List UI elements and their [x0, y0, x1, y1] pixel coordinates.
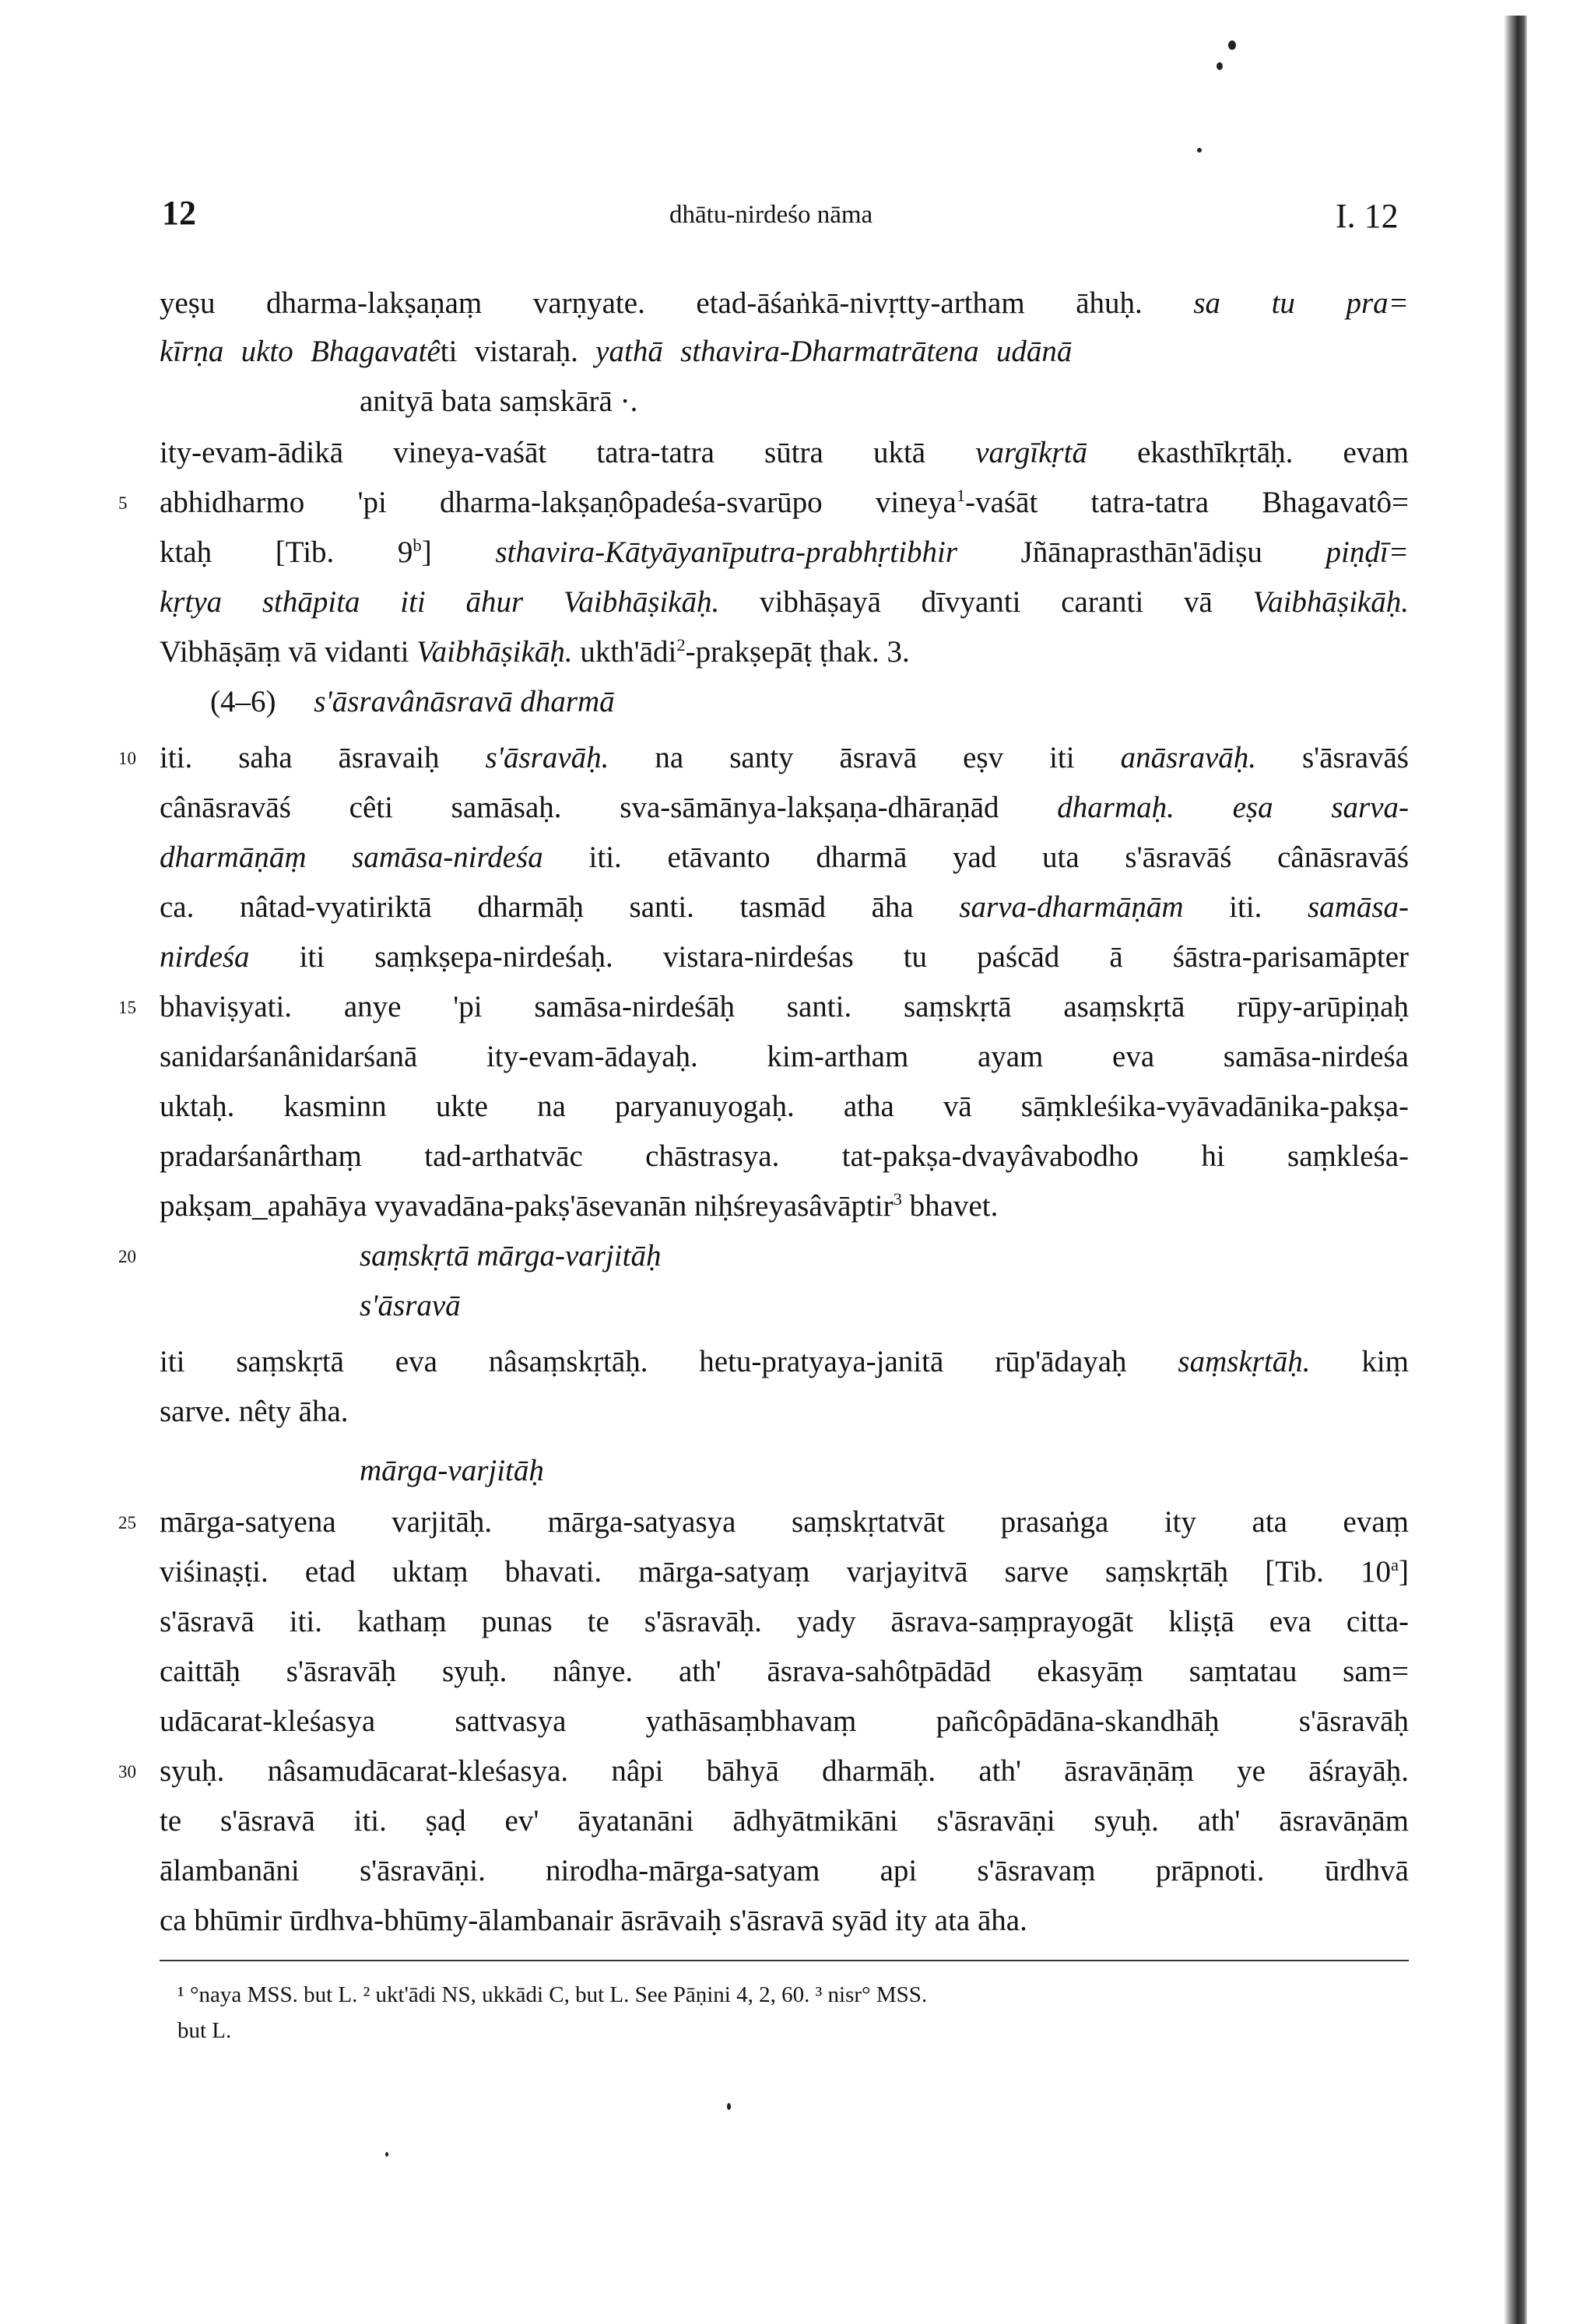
- line-number: 20: [118, 1247, 136, 1266]
- text-line: (4–6) s'āsravânāsravā dharmā: [210, 685, 615, 718]
- text-line: udācarat-kleśasya sattvasya yathāsaṃbhavaṃ pañcôpādāna-skandhāḥ s'āsravāḥ: [160, 1704, 1409, 1738]
- text-line: dharmāṇāṃ samāsa-nirdeśa iti. etāvanto dharmā yad uta s'āsravāś cânāsravāś: [160, 841, 1409, 874]
- line-number: 25: [118, 1513, 136, 1532]
- text-line: uktaḥ. kasminn ukte na paryanuyogaḥ. atha vā sāṃkleśika-vyāvadānika-pakṣa-: [160, 1090, 1409, 1123]
- print-speck: [1217, 62, 1223, 70]
- footnote-line: ¹ °naya MSS. but L. ² ukt'ādi NS, ukkādi C, but L. See Pāṇini 4, 2, 60. ³ nisr° MSS.: [177, 1982, 928, 2007]
- text-line: iti. saha āsravaiḥ s'āsravāḥ. na santy āsravā eṣv iti anāsravāḥ. s'āsravāś: [160, 741, 1409, 774]
- text-line: sanidarśanânidarśanā ity-evam-ādayaḥ. kim-artham ayam eva samāsa-nirdeśa: [160, 1040, 1409, 1073]
- line-number: 30: [118, 1762, 136, 1782]
- text-line: bhaviṣyati. anye 'pi samāsa-nirdeśāḥ santi. saṃskṛtā asaṃskṛtā rūpy-arūpiṇaḥ: [160, 990, 1409, 1023]
- text-line: pakṣam_apahāya vyavadāna-pakṣ'āsevanān niḥśreyasâvāptir$^3$ bhavet.: [160, 1189, 999, 1223]
- text-line: yeṣu dharma-lakṣaṇaṃ varṇyate. etad-āśaṅkā-nivṛtty-artham āhuḥ. sa tu pra=: [160, 286, 1409, 320]
- text-line: mārga-varjitāḥ: [360, 1454, 544, 1487]
- text-line: saṃskṛtā mārga-varjitāḥ: [360, 1239, 662, 1273]
- text-line: viśinaṣṭi. etad uktaṃ bhavati. mārga-satyaṃ varjayitvā sarve saṃskṛtāḥ [Tib. 10$^a$]: [160, 1555, 1409, 1589]
- text-line: abhidharmo 'pi dharma-lakṣaṇôpadeśa-svarūpo vineya$^1$-vaśāt tatra-tatra Bhagavatô=: [160, 486, 1409, 519]
- section-number: I. 12: [1336, 197, 1399, 235]
- print-speck: [385, 2152, 388, 2157]
- text-line: caittāḥ s'āsravāḥ syuḥ. nânye. ath' āsrava-sahôtpādād ekasyāṃ saṃtatau sam=: [160, 1655, 1409, 1688]
- text-line: anityā bata saṃskārā ·.: [360, 384, 638, 418]
- text-line: ktaḥ [Tib. 9$^b$] sthavira-Kātyāyanīputra-prabhṛtibhir Jñānaprasthān'ādiṣu piṇḍī=: [160, 535, 1409, 569]
- book-spine-shadow: [1504, 16, 1527, 2324]
- line-number: 10: [118, 749, 136, 768]
- text-line: s'āsravā: [360, 1289, 461, 1322]
- text-line: ity-evam-ādikā vineya-vaśāt tatra-tatra sūtra uktā vargīkṛtā ekasthīkṛtāḥ. evam: [160, 436, 1409, 469]
- text-line: nirdeśa iti saṃkṣepa-nirdeśaḥ. vistara-nirdeśas tu paścād ā śāstra-parisamāpter: [160, 940, 1409, 974]
- print-speck: [1228, 40, 1236, 50]
- footnote-line: but L.: [177, 2018, 232, 2043]
- text-line: Vibhāṣāṃ vā vidanti Vaibhāṣikāḥ. ukth'ādi$^2$-prakṣepāṭ ṭhak. 3.: [160, 635, 910, 669]
- text-line: ālambanāni s'āsravāṇi. nirodha-mārga-satyam api s'āsravaṃ prāpnoti. ūrdhvā: [160, 1854, 1409, 1887]
- line-number: 5: [118, 493, 128, 513]
- text-line: sarve. nêty āha.: [160, 1395, 349, 1428]
- text-line: ca. nâtad-vyatiriktā dharmāḥ santi. tasmād āha sarva-dharmāṇām iti. samāsa-: [160, 890, 1409, 924]
- print-speck: [727, 2103, 731, 2110]
- text-line: te s'āsravā iti. ṣaḍ ev' āyatanāni ādhyātmikāni s'āsravāṇi syuḥ. ath' āsravāṇām: [160, 1804, 1409, 1838]
- text-line: ca bhūmir ūrdhva-bhūmy-ālambanair āsrāvaiḥ s'āsravā syād ity ata āha.: [160, 1904, 1027, 1937]
- page-number: 12: [162, 194, 196, 232]
- text-line: pradarśanârthaṃ tad-arthatvāc chāstrasya. tat-pakṣa-dvayâvabodho hi saṃkleśa-: [160, 1139, 1409, 1173]
- text-line: s'āsravā iti. kathaṃ punas te s'āsravāḥ. yady āsrava-saṃprayogāt kliṣṭā eva citta-: [160, 1605, 1409, 1638]
- text-line: iti saṃskṛtā eva nâsaṃskṛtāḥ. hetu-pratyaya-janitā rūp'ādayaḥ saṃskṛtāḥ. kiṃ: [160, 1345, 1409, 1378]
- text-line: mārga-satyena varjitāḥ. mārga-satyasya saṃskṛtatvāt prasaṅga ity ata evaṃ: [160, 1505, 1409, 1539]
- footnote-rule: [160, 1960, 1409, 1961]
- print-speck: [1197, 148, 1202, 153]
- text-line: syuḥ. nâsamudācarat-kleśasya. nâpi bāhyā dharmāḥ. ath' āsravāṇāṃ ye āśrayāḥ.: [160, 1754, 1409, 1788]
- text-line: kṛtya sthāpita iti āhur Vaibhāṣikāḥ. vibhāṣayā dīvyanti caranti vā Vaibhāṣikāḥ.: [160, 585, 1409, 619]
- line-number: 15: [118, 998, 136, 1017]
- running-title: dhātu-nirdeśo nāma: [669, 201, 873, 229]
- text-line: kīrṇa ukto Bhagavatêti vistaraḥ. yathā sthavira-Dharmatrātena udānā: [160, 335, 1073, 368]
- text-line: cânāsravāś cêti samāsaḥ. sva-sāmānya-lakṣaṇa-dhāraṇād dharmaḥ. eṣa sarva-: [160, 791, 1409, 824]
